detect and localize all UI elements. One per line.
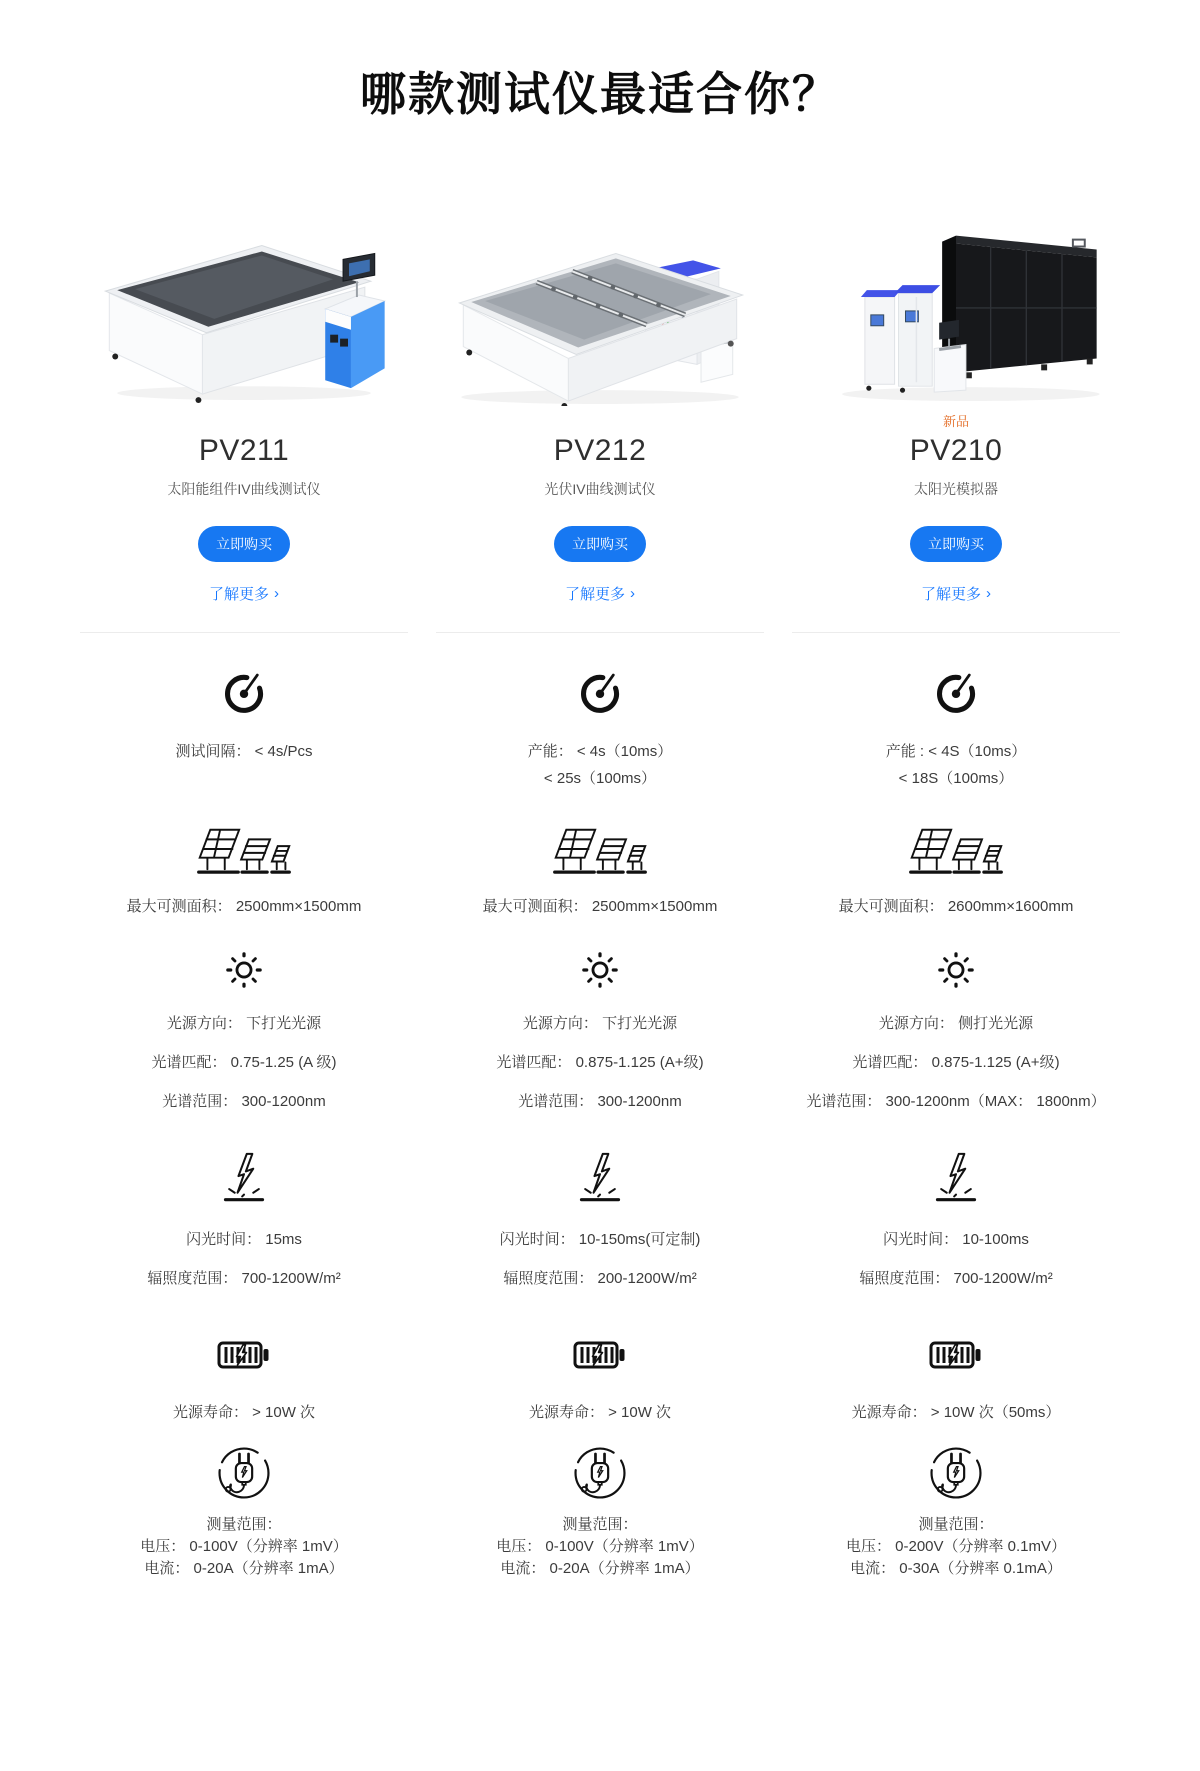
spec-line: 光源方向： 下打光光源 (522, 1015, 678, 1032)
learn-more-link[interactable] (921, 583, 991, 604)
learn-more-label: 了解更多 (208, 586, 269, 603)
power-plug-icon (792, 1444, 1120, 1502)
flash-bolt-icon (436, 1151, 764, 1203)
spec-lamp-life: 光源寿命： > 10W 次（50ms） (851, 1404, 1061, 1421)
product-subtitle: 太阳能组件IV曲线测试仪 (167, 481, 321, 497)
spec-flash (792, 1220, 1120, 1298)
spec-line: 光源方向： 侧打光光源 (878, 1015, 1034, 1032)
product-name: PV212 (553, 434, 647, 467)
spec-flash (80, 1220, 408, 1298)
learn-more-label: 了解更多 (920, 586, 981, 603)
spec-line: 测量范围： (206, 1516, 282, 1533)
battery-icon (436, 1338, 764, 1372)
spec-line: 电流： 0-20A（分辨率 1mA） (500, 1560, 700, 1577)
battery-icon (80, 1338, 408, 1372)
speedometer-icon (792, 671, 1120, 713)
divider (80, 632, 408, 633)
flash-bolt-icon (792, 1151, 1120, 1203)
spec-light-source (436, 1004, 764, 1121)
spec-lamp-life: 光源寿命： > 10W 次 (172, 1404, 316, 1421)
spec-line: 电压： 0-200V（分辨率 0.1mV） (845, 1538, 1067, 1555)
product-subtitle: 光伏IV曲线测试仪 (544, 481, 656, 497)
product-name: PV210 (909, 434, 1003, 467)
spec-light-source (792, 1004, 1120, 1121)
spec-line: 光谱匹配： 0.875-1.125 (A+级) (496, 1054, 704, 1071)
spec-line: 光谱范围： 300-1200nm（MAX： 1800nm） (806, 1093, 1106, 1110)
spec-line: < 25s（100ms） (543, 770, 657, 787)
buy-now-button[interactable]: 立即购买 (910, 526, 1002, 562)
learn-more-link[interactable] (209, 583, 279, 604)
spec-speed (792, 738, 1120, 800)
spec-line: 辐照度范围： 700-1200W/m² (147, 1270, 341, 1287)
spec-line: 电流： 0-20A（分辨率 1mA） (144, 1560, 344, 1577)
product-image-pv210 (792, 184, 1120, 406)
spec-area: 最大可测面积： 2500mm×1500mm (482, 898, 718, 915)
spec-line: 光谱匹配： 0.875-1.125 (A+级) (852, 1054, 1060, 1071)
buy-now-button[interactable]: 立即购买 (554, 526, 646, 562)
spec-measure-range (80, 1514, 408, 1614)
spec-line: 电压： 0-100V（分辨率 1mV） (140, 1538, 348, 1555)
spec-line: 闪光时间： 10-150ms(可定制) (499, 1231, 701, 1248)
product-column-pv211 (80, 184, 408, 1614)
spec-line: 光谱范围： 300-1200nm (162, 1093, 326, 1110)
sun-icon (436, 950, 764, 990)
pv210-machine-illustration (806, 198, 1106, 406)
spec-line: < 18S（100ms） (898, 770, 1014, 787)
pv212-machine-illustration (450, 198, 750, 406)
solar-panels-icon (792, 822, 1120, 876)
product-column-pv212 (436, 184, 764, 1614)
spec-line: 闪光时间： 15ms (186, 1231, 302, 1248)
page-title: 哪款测试仪最适合你？ (360, 68, 840, 120)
spec-measure-range (792, 1514, 1120, 1614)
new-badge: 新品 (942, 414, 969, 429)
sun-icon (792, 950, 1120, 990)
product-comparison-grid (80, 184, 1120, 1614)
battery-icon (792, 1338, 1120, 1372)
chevron-right-icon: › (274, 585, 279, 602)
divider (436, 632, 764, 633)
product-subtitle: 太阳光模拟器 (914, 481, 998, 497)
spec-line: 辐照度范围： 700-1200W/m² (859, 1270, 1053, 1287)
product-image-pv211 (80, 184, 408, 406)
spec-line: 电压： 0-100V（分辨率 1mV） (496, 1538, 704, 1555)
flash-bolt-icon (80, 1151, 408, 1203)
chevron-right-icon: › (986, 585, 991, 602)
spec-flash (436, 1220, 764, 1298)
learn-more-row (921, 583, 991, 605)
power-plug-icon (436, 1444, 764, 1502)
spec-line: 光谱匹配： 0.75-1.25 (A 级) (151, 1054, 337, 1071)
spec-measure-range (436, 1514, 764, 1614)
buy-now-button[interactable]: 立即购买 (198, 526, 290, 562)
solar-panels-icon (436, 822, 764, 876)
learn-more-row (565, 583, 635, 605)
product-image-pv212 (436, 184, 764, 406)
chevron-right-icon: › (630, 585, 635, 602)
spec-line: 测量范围： (918, 1516, 994, 1533)
product-name: PV211 (198, 434, 290, 467)
spec-lamp-life: 光源寿命： > 10W 次 (528, 1404, 672, 1421)
speedometer-icon (436, 671, 764, 713)
spec-light-source (80, 1004, 408, 1121)
product-column-pv210 (792, 184, 1120, 1614)
spec-line: 光源方向： 下打光光源 (166, 1015, 322, 1032)
spec-line: 辐照度范围： 200-1200W/m² (503, 1270, 697, 1287)
spec-line: 测量范围： (562, 1516, 638, 1533)
spec-speed (436, 738, 764, 800)
solar-panels-icon (80, 822, 408, 876)
pv211-machine-illustration (94, 198, 394, 406)
spec-line: 产能 : < 4S（10ms） (885, 743, 1027, 760)
sun-icon (80, 950, 408, 990)
speedometer-icon (80, 671, 408, 713)
learn-more-label: 了解更多 (564, 586, 625, 603)
spec-area: 最大可测面积： 2600mm×1600mm (838, 898, 1074, 915)
spec-line: 电流： 0-30A（分辨率 0.1mA） (850, 1560, 1062, 1577)
power-plug-icon (80, 1444, 408, 1502)
learn-more-link[interactable] (565, 583, 635, 604)
divider (792, 632, 1120, 633)
page-container (80, 0, 1120, 1614)
spec-line: 产能： < 4s（10ms） (527, 743, 673, 760)
learn-more-row (209, 583, 279, 605)
spec-line: 测试间隔： < 4s/Pcs (175, 743, 313, 760)
spec-area: 最大可测面积： 2500mm×1500mm (126, 898, 362, 915)
spec-line: 闪光时间： 10-100ms (883, 1231, 1029, 1248)
spec-speed (80, 738, 408, 800)
spec-line: 光谱范围： 300-1200nm (518, 1093, 682, 1110)
